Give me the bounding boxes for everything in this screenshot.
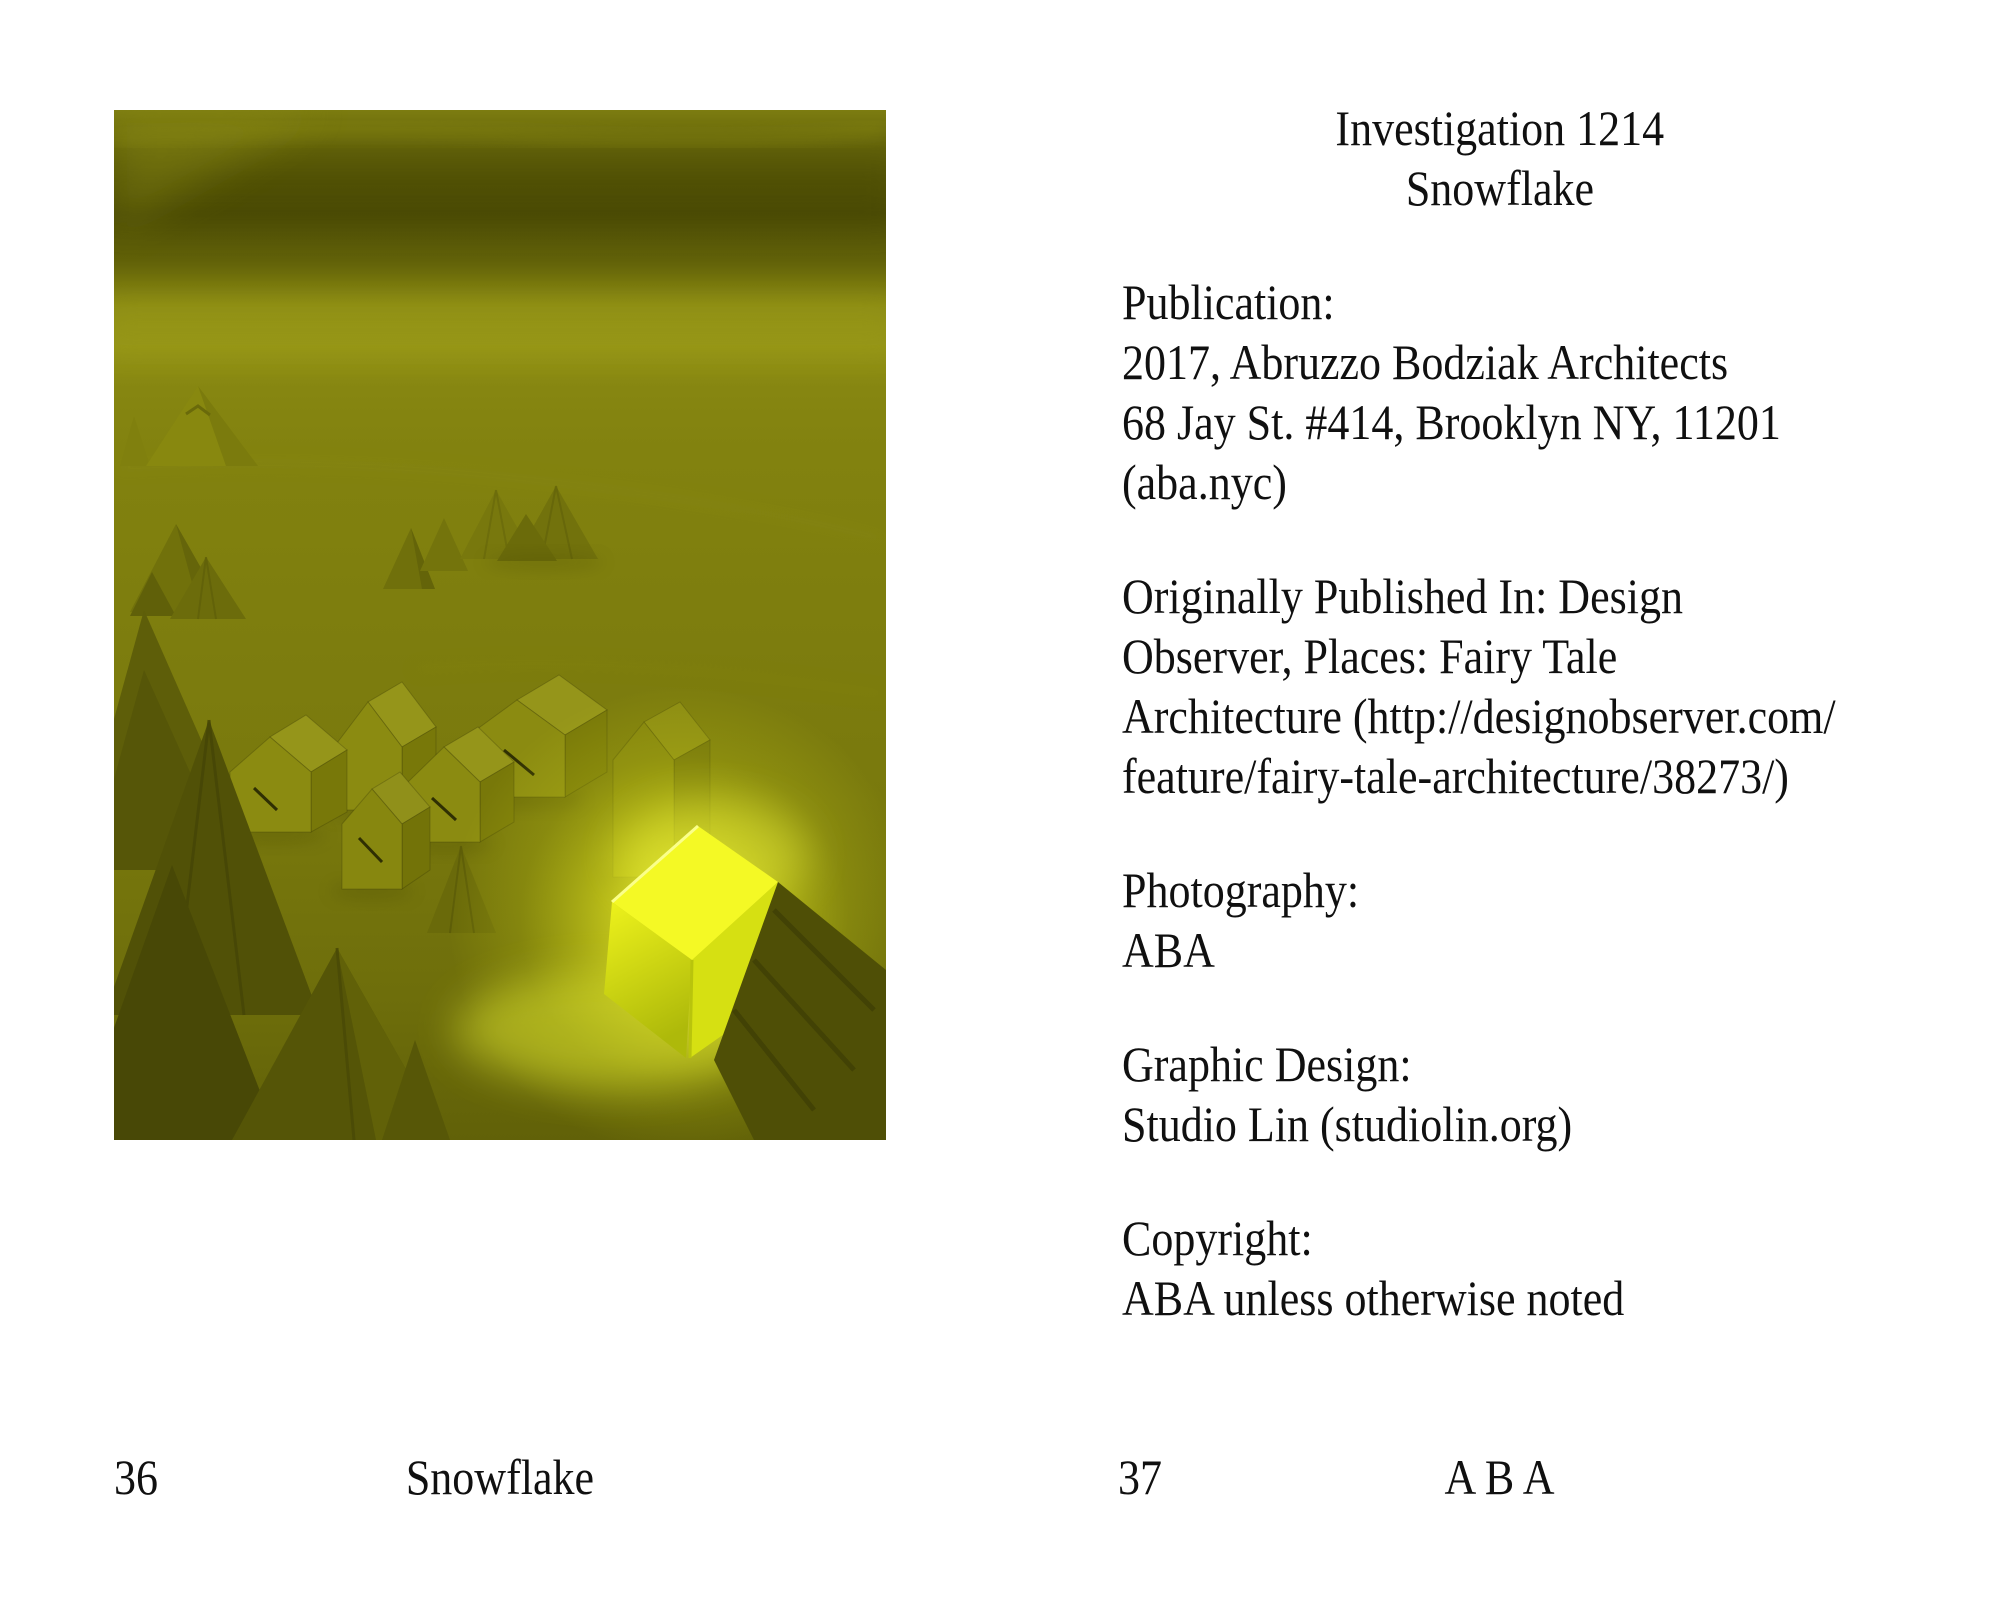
right-page (1000, 0, 2000, 1619)
bright-band (114, 306, 886, 346)
imprint-aba: A B A (1444, 1449, 1556, 1505)
colophon-line: 2017, Abruzzo Bodziak Architects (1122, 334, 1729, 390)
colophon-line: ABA (1122, 922, 1215, 978)
colophon-line: Originally Published In: Design (1122, 568, 1683, 624)
origami-snowscape-illustration (114, 110, 886, 1140)
colophon-line: Architecture (http://designobserver.com/ (1122, 688, 1836, 744)
paragraph-copyright (1122, 1208, 1878, 1328)
paragraph-originally-published-in (1122, 566, 1878, 806)
paragraph-photography (1122, 860, 1878, 980)
heading-line-1: Investigation 1214 (1335, 100, 1665, 156)
heading-line-wrap (1122, 98, 1878, 158)
colophon-line: Graphic Design: (1122, 1036, 1412, 1092)
colophon-line: Observer, Places: Fairy Tale (1122, 628, 1618, 684)
snowflake-photo (114, 110, 886, 1140)
colophon-line: Copyright: (1122, 1210, 1313, 1266)
running-title-left: Snowflake (405, 1449, 595, 1505)
heading-line-2: Snowflake (1405, 160, 1595, 216)
running-title-left-wrap (0, 1447, 1000, 1507)
colophon (1122, 98, 1878, 1382)
imprint-wrap (1000, 1447, 2000, 1507)
colophon-heading (1122, 98, 1878, 218)
colophon-paragraphs (1122, 272, 1878, 1328)
page-number-left: 36 (114, 1449, 158, 1505)
colophon-line: Photography: (1122, 862, 1360, 918)
heading-line-wrap (1122, 158, 1878, 218)
colophon-line: Studio Lin (studiolin.org) (1122, 1096, 1573, 1152)
colophon-line: feature/fairy-tale-architecture/38273/) (1122, 748, 1789, 804)
page-number-right: 37 (1118, 1449, 1162, 1505)
paragraph-graphic-design (1122, 1034, 1878, 1154)
colophon-line: ABA unless otherwise noted (1122, 1270, 1625, 1326)
colophon-line: 68 Jay St. #414, Brooklyn NY, 11201 (1122, 394, 1781, 450)
paragraph-publication (1122, 272, 1878, 512)
colophon-line: Publication: (1122, 274, 1335, 330)
dark-band (114, 162, 886, 218)
colophon-line: (aba.nyc) (1122, 454, 1287, 510)
